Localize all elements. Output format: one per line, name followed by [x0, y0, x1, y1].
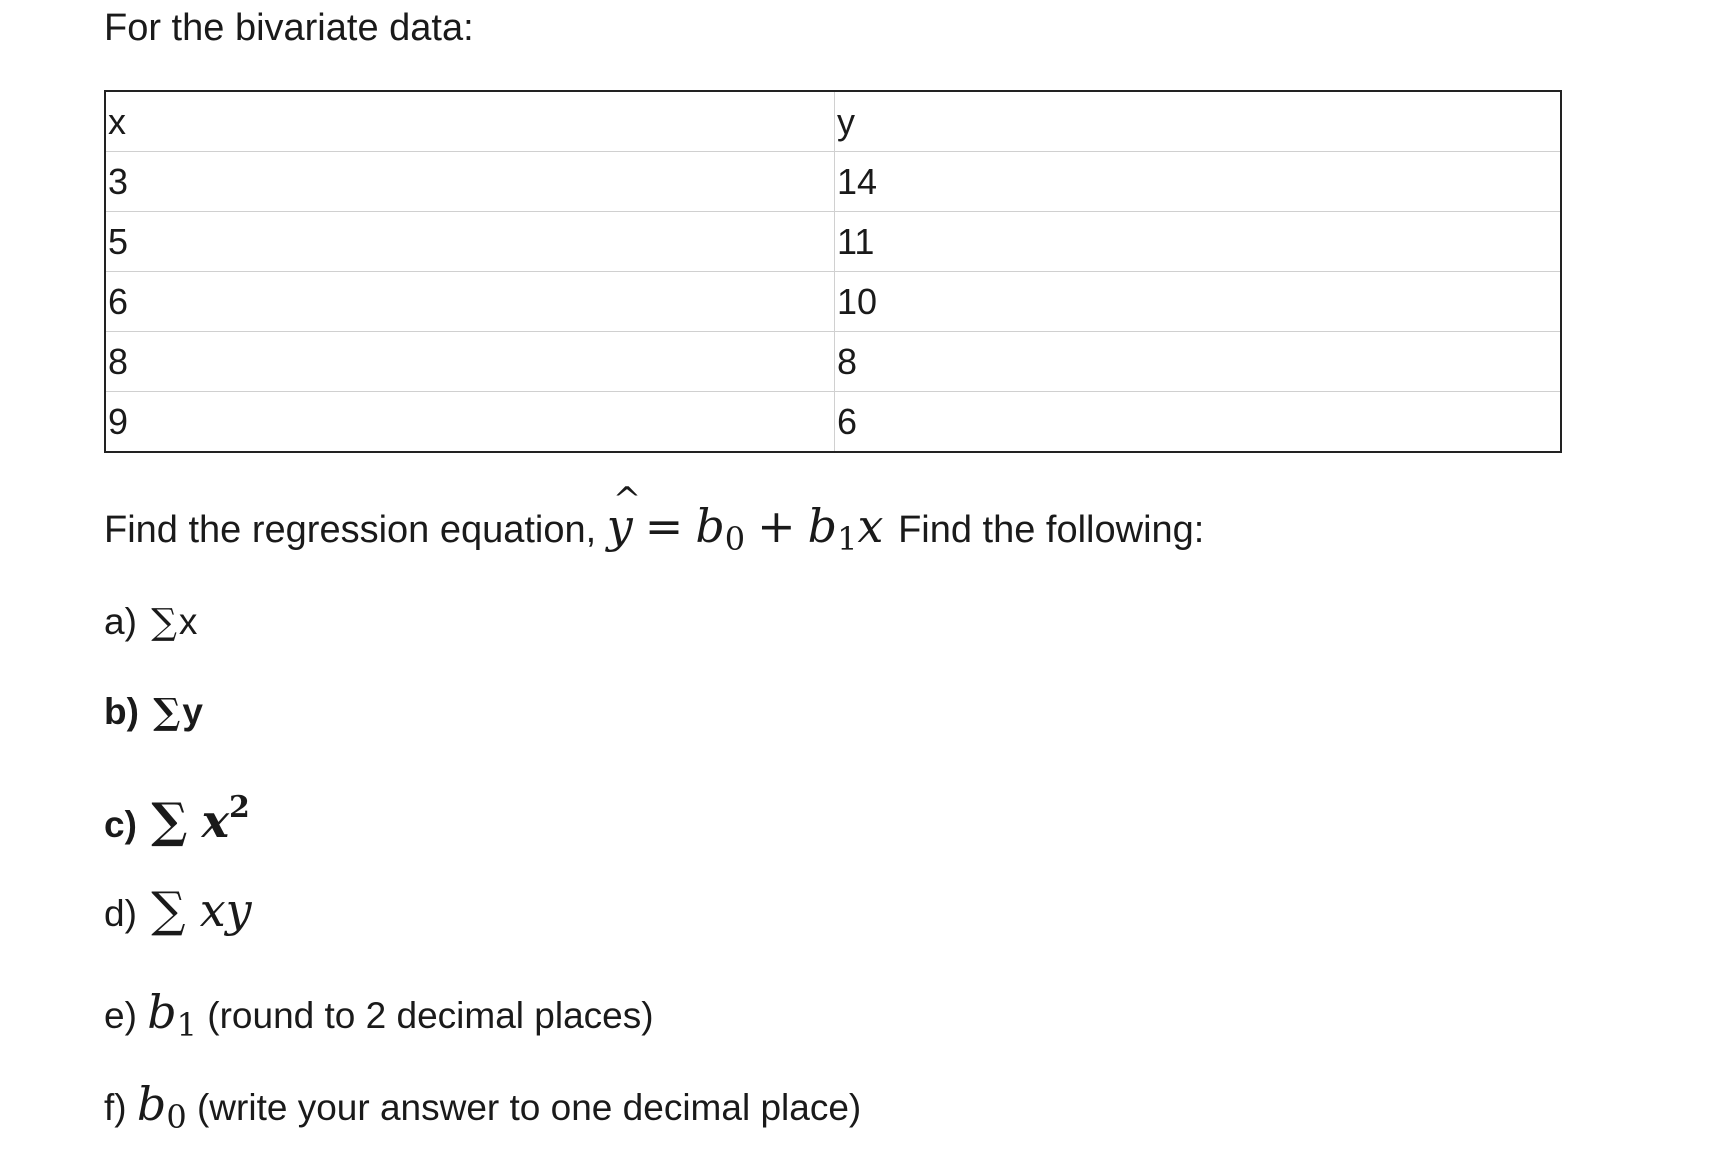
- part-b: [104, 682, 203, 742]
- cell-x: 9: [105, 392, 835, 453]
- eq-b0-sub: 0: [724, 520, 746, 558]
- question-prefix: Find the regression equation,: [104, 509, 597, 551]
- column-header-x: x: [105, 91, 835, 152]
- part-e-note: (round to 2 decimal places): [207, 995, 654, 1036]
- part-f-symbol: [136, 1077, 187, 1136]
- part-e-sub: 1: [176, 1006, 197, 1044]
- sum-symbol: ∑: [151, 793, 188, 849]
- eq-b1-sub: 1: [837, 520, 858, 558]
- eq-y-hat: y ^: [607, 498, 633, 554]
- eq-b1: b: [807, 499, 838, 553]
- part-f-sub: 0: [166, 1098, 187, 1136]
- part-d-label: d): [104, 893, 137, 934]
- eq-equals: =: [644, 499, 684, 553]
- part-a-label: a): [104, 601, 137, 642]
- cell-y: 11: [835, 212, 1562, 272]
- table-row: [105, 212, 1561, 272]
- cell-x: 5: [105, 212, 835, 272]
- table-header-row: [105, 91, 1561, 152]
- intro-text: For the bivariate data:: [104, 7, 474, 49]
- regression-equation: [606, 499, 898, 558]
- part-d-var: xy: [199, 883, 252, 937]
- table-row: [105, 152, 1561, 212]
- eq-b0: b: [695, 499, 725, 553]
- table-row: [105, 272, 1561, 332]
- column-header-y: y: [835, 91, 1562, 152]
- part-c-exponent: 2: [229, 790, 250, 825]
- sum-symbol: ∑: [151, 882, 186, 938]
- cell-x: 3: [105, 152, 835, 212]
- part-a: [104, 592, 197, 653]
- part-c: [104, 778, 250, 855]
- part-d: [104, 880, 252, 944]
- cell-y: 6: [835, 392, 1562, 453]
- table-row: [105, 392, 1561, 453]
- data-table: [104, 90, 1562, 453]
- part-f-note: (write your answer to one decimal place): [196, 1087, 862, 1128]
- question-suffix: Find the following:: [898, 509, 1205, 551]
- sum-symbol: ∑: [153, 691, 181, 733]
- cell-x: 6: [105, 272, 835, 332]
- cell-y: 10: [835, 272, 1562, 332]
- part-c-label: c): [104, 804, 137, 845]
- part-c-expr: [201, 790, 250, 848]
- question-text: [104, 498, 1204, 567]
- table-row: [105, 332, 1561, 392]
- part-b-label: b): [104, 691, 139, 732]
- part-e-b: b: [147, 985, 177, 1039]
- cell-y: 14: [835, 152, 1562, 212]
- cell-x: 8: [105, 332, 835, 392]
- part-e-label: e): [104, 995, 137, 1036]
- part-e: [104, 982, 654, 1055]
- eq-x: x: [857, 499, 884, 553]
- cell-y: 8: [835, 332, 1562, 392]
- part-f-label: f): [104, 1087, 127, 1128]
- part-b-var: y: [182, 691, 203, 732]
- part-f: [104, 1074, 861, 1147]
- part-c-var: x: [201, 794, 230, 848]
- part-e-symbol: [147, 985, 197, 1044]
- eq-plus: +: [757, 499, 796, 553]
- part-f-b: b: [136, 1077, 167, 1131]
- sum-symbol: ∑: [151, 602, 177, 643]
- part-a-var: x: [178, 601, 198, 642]
